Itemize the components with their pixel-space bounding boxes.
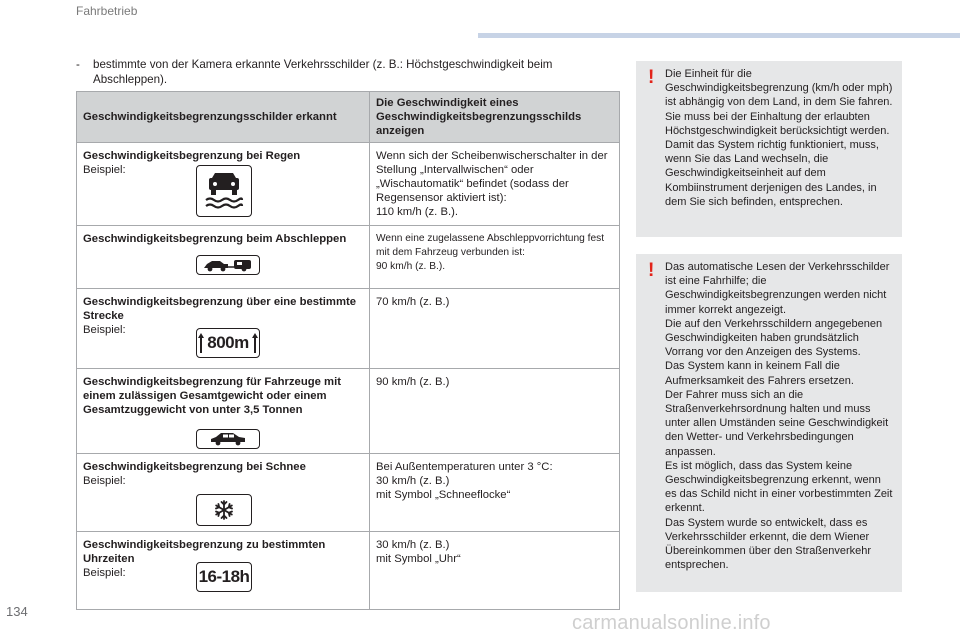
sign-description-cell: [370, 532, 620, 610]
warning-note-text: Das automatische Lesen der Verkehrsschilder ist eine Fahrhilfe; die Geschwindigkeitsbegrenzungen werden nicht immer korrekt angezeigt. Die auf den Verkehrsschildern angegebenen Geschwindigkeiten haben grundsätzlich Vorrang vor den Anzeigen des Systems. Das System kann in keinem Fall die Aufmerksamkeit des Fahrers ersetzen. Der Fahrer muss sich an die Straßenverkehrsordnung halten und muss unter allen Umständen seine Geschwindigkeit den Wetter- und Verkehrsbedingungen anpassen. Es ist möglich, dass das System keine Geschwindigkeitsbegrenzung erkennt, wenn es das Schild nicht in einer vorbestimmten Zeit erkennt. Das System wurde so entwickelt, dass es Verkehrsschilder erkennt, die dem Wiener Übereinkommen über den Straßenverkehr entsprechen.: [665, 261, 893, 572]
page-number: 134: [6, 604, 28, 619]
snowflake-icon: [196, 494, 252, 526]
intro-bullet: [76, 57, 616, 87]
sign-description-cell: [370, 143, 620, 226]
warning-note: [636, 61, 902, 237]
table-row: [77, 532, 620, 610]
sign-description: 70 km/h (z. B.): [376, 296, 450, 308]
sign-type-cell: [77, 226, 370, 289]
sign-description-cell: [370, 454, 620, 532]
speed-sign-table: [76, 91, 620, 610]
table-row: [77, 289, 620, 369]
section-title: Fahrbetrieb: [76, 4, 138, 18]
sign-description: Wenn sich der Scheibenwischerschalter in der Stellung „Intervallwischen“ oder „Wischautomatik“ befindet (sodass der Regensensor aktiviert ist): 110 km/h (z. B.).: [376, 150, 608, 218]
sign-description-cell: [370, 226, 620, 289]
warning-icon: !: [648, 67, 655, 88]
sign-type-title: Geschwindigkeitsbegrenzung bei Schnee: [83, 461, 306, 473]
table-row: [77, 143, 620, 226]
sign-description: Wenn eine zugelassene Abschleppvorrichtung fest mit dem Fahrzeug verbunden ist: 90 km/h (z. B.).: [376, 233, 605, 272]
sign-description: 30 km/h (z. B.) mit Symbol „Uhr“: [376, 539, 461, 565]
sign-type-title: Geschwindigkeitsbegrenzung beim Abschleppen: [83, 233, 347, 245]
example-label: Beispiel:: [83, 475, 126, 487]
sign-description-cell: [370, 289, 620, 369]
sign-description: Bei Außentemperaturen unter 3 °C: 30 km/h (z. B.) mit Symbol „Schneeflocke“: [376, 461, 553, 501]
towing-icon: [196, 255, 260, 275]
sign-type-cell: [77, 532, 370, 610]
bullet-dash: -: [76, 58, 80, 71]
example-label: Beispiel:: [83, 164, 126, 176]
sign-description-cell: [370, 369, 620, 454]
sign-type-cell: [77, 369, 370, 454]
column-header-detected: Geschwindigkeitsbegrenzungsschilder erkannt: [77, 92, 370, 143]
warning-note-text: Die Einheit für die Geschwindigkeitsbegrenzung (km/h oder mph) ist abhängig von dem Land, in dem Sie fahren. Sie muss bei der Einhaltung der erlaubten Höchstgeschwindigkeit berücksichtigt werden. Damit das System richtig funktioniert, muss, wenn Sie das Land wechseln, die Geschwindigkeitseinheit auf dem Kombiinstrument derjenigen des Landes, in dem Sie sich befinden, entsprechen.: [665, 68, 893, 208]
sign-type-cell: [77, 143, 370, 226]
watermark: carmanualsonline.info: [572, 612, 771, 634]
table-row: [77, 454, 620, 532]
sign-type-cell: [77, 454, 370, 532]
sign-description: 90 km/h (z. B.): [376, 376, 450, 388]
column-header-display: Die Geschwindigkeit eines Geschwindigkeitsbegrenzungsschilds anzeigen: [370, 92, 620, 143]
table-row: [77, 226, 620, 289]
table-header-row: [77, 92, 620, 143]
sign-type-title: Geschwindigkeitsbegrenzung für Fahrzeuge mit einem zulässigen Gesamtgewicht oder einem Gesamtzuggewicht von unter 3,5 Tonnen: [83, 376, 341, 416]
rain-car-icon: [196, 165, 252, 217]
table-row: [77, 369, 620, 454]
example-label: Beispiel:: [83, 567, 126, 579]
intro-text: bestimmte von der Kamera erkannte Verkehrsschilder (z. B.: Höchstgeschwindigkeit beim Abschleppen).: [93, 58, 553, 86]
sign-type-cell: [77, 289, 370, 369]
distance-arrows-icon: [196, 328, 260, 358]
sign-distance-text: 800m: [207, 333, 249, 352]
warning-icon: !: [648, 260, 655, 281]
sign-type-title: Geschwindigkeitsbegrenzung zu bestimmten Uhrzeiten: [83, 539, 326, 565]
sign-type-title: Geschwindigkeitsbegrenzung bei Regen: [83, 150, 301, 162]
warning-note: [636, 254, 902, 592]
time-range-icon: [196, 562, 252, 592]
example-label: Beispiel:: [83, 324, 126, 336]
car-icon: [196, 429, 260, 449]
sign-time-text: 16-18h: [198, 567, 250, 586]
header-accent-bar: [478, 33, 960, 38]
sign-type-title: Geschwindigkeitsbegrenzung über eine bestimmte Strecke: [83, 296, 357, 322]
